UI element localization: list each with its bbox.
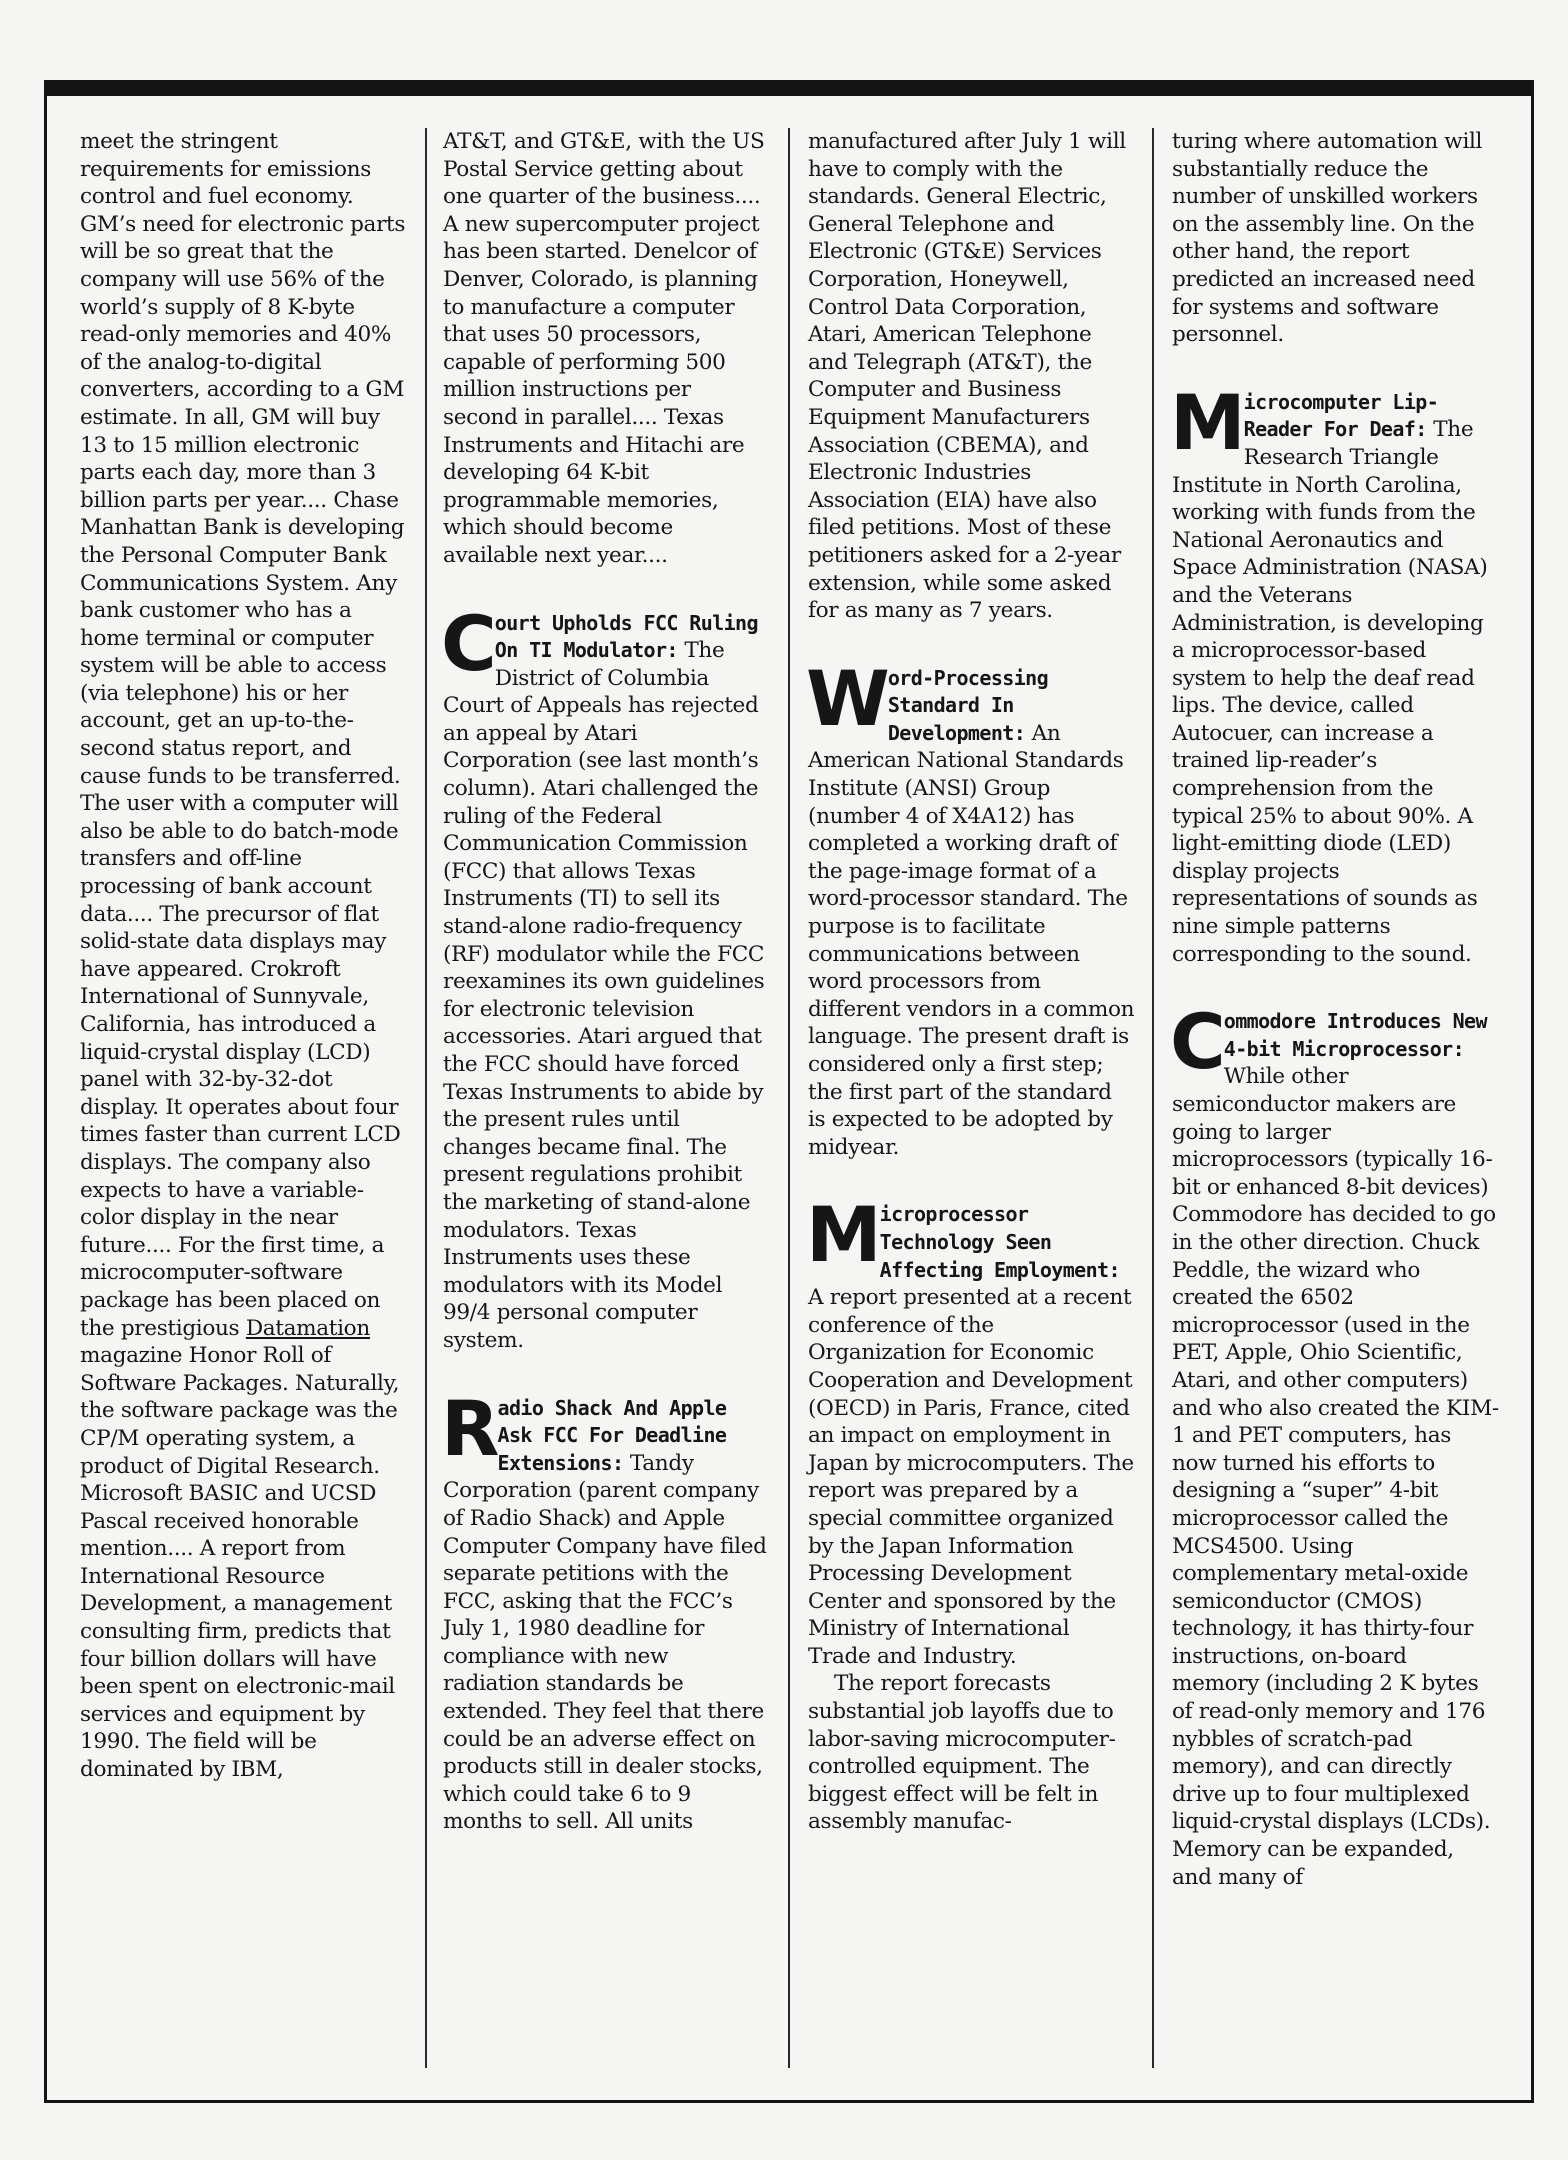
column-2-intro [443, 128, 770, 570]
column-4-intro [1172, 128, 1499, 349]
headline-word-processing: ord-Processing Standard In Development: [887, 665, 1049, 745]
datamation-title: Datamation [245, 1315, 370, 1341]
page-frame [44, 80, 1534, 2103]
column-divider [1152, 128, 1154, 2068]
drop-cap: C [1170, 997, 1223, 1087]
article-body: The Research Triangle Institute in North Carolina, working with funds from the National Aeronautics and Space Administration (NASA) and the Veterans Administration, is developing a microprocessor-based system to help the deaf read lips. The device, called Autocuer, can increase a trained lip-reader’s comprehension from the typical 25% to about 90%. A light-emitting diode (LED) display projects representations of sounds as nine simple patterns corresponding to the sound. [1172, 417, 1488, 967]
headline-radio-shack: adio Shack And Apple Ask FCC For Deadline Extensions: [497, 1395, 727, 1475]
article-radio-shack [441, 1383, 770, 1837]
column-4 [1172, 128, 1499, 1891]
headline-court-upholds: ourt Upholds FCC Ruling On TI Modulator: [494, 610, 758, 663]
drop-cap: R [441, 1383, 497, 1473]
article-commodore [1170, 997, 1499, 1891]
column-1 [80, 128, 407, 1784]
drop-cap: M [806, 1190, 879, 1280]
column-1-text [80, 128, 407, 1784]
column-3 [808, 128, 1135, 1836]
article-word-processing [806, 653, 1135, 1162]
headline-commodore: ommodore Introduces New 4-bit Microprocessor: [1223, 1009, 1487, 1061]
article-body-paragraph-2: The report forecasts substantial job layoffs due to labor-saving microcomputer-controlled equipment. The biggest effect will be felt in assembly manufac- [808, 1671, 1116, 1835]
drop-cap: M [1170, 377, 1243, 467]
article-body: A report presented at a recent conference of the Organization for Economic Cooperation and Development (OECD) in Paris, France, cited an impact on employment in Japan by microcomputers. The report was prepared by a special committee organized by the Japan Information Processing Development Center and sponsored by the Ministry of International Trade and Industry. [808, 1285, 1134, 1669]
article-lip-reader [1170, 377, 1499, 968]
article-court-upholds [441, 598, 770, 1355]
top-rule-bar [47, 80, 1531, 96]
column-divider [788, 128, 790, 2068]
column-3-intro-text: manufactured after July 1 will have to comply with the standards. General Electric, General Telephone and Electronic (GT&E) Services Corporation, Honeywell, Control Data Corporation, Atari, American Telephone and Telegraph (AT&T), the Computer and Business Equipment Manufacturers Association (CBEMA), and Electronic Industries Association (EIA) have also filed petitions. Most of these petitioners asked for a 2-year extension, while some asked for as many as 7 years. [808, 129, 1126, 624]
column-2-intro-text: AT&T, and GT&E, with the US Postal Service getting about one quarter of the business.... A new supercomputer project has been started. Denelcor of Denver, Colorado, is planning to manufacture a computer that uses 50 processors, capable of performing 500 million instructions per second in parallel.... Texas Instruments and Hitachi are developing 64 K-bit programmable memories, which should become available next year.... [443, 129, 765, 568]
headline-lip-reader: icrocomputer Lip-Reader For Deaf: [1243, 389, 1439, 442]
column-1-text-part1: meet the stringent requirements for emissions control and fuel economy. GM’s need for electronic parts will be so great that the company will use 56% of the world’s supply of 8 K-byte read-only memories and 40% of the analog-to-digital converters, according to a GM estimate. In all, GM will buy 13 to 15 million electronic parts each day, more than 3 billion parts per year.... Chase Manhattan Bank is developing the Personal Computer Bank Communications System. Any bank customer who has a home terminal or computer system will be able to access (via telephone) his or her account, get an up-to-the-second status report, and cause funds to be transferred. The user with a computer will also be able to do batch-mode transfers and off-line processing of bank account data.... The precursor of flat solid-state data displays may have appeared. Crokroft International of Sunnyvale, California, has introduced a liquid-crystal display (LCD) panel with 32-by-32-dot display. It operates about four times faster than current LCD displays. The company also expects to have a variable-color display in the near future.... For the first time, a microcomputer-software package has been placed on the prestigious [80, 129, 406, 1341]
column-3-intro [808, 128, 1135, 625]
column-divider [425, 128, 427, 2068]
column-4-intro-text: turing where automation will substantially reduce the number of unskilled workers on the assembly line. On the other hand, the report predicted an increased need for systems and software personnel. [1172, 129, 1483, 348]
drop-cap: C [441, 598, 494, 688]
article-body: The District of Columbia Court of Appeals has rejected an appeal by Atari Corporation (see last month’s column). Atari challenged the ruling of the Federal Communication Commission (FCC) that allows Texas Instruments (TI) to sell its stand-alone radio-frequency (RF) modulator while the FCC reexamines its own guidelines for electronic television accessories. Atari argued that the FCC should have forced Texas Instruments to abide by the present rules until changes became final. The present regulations prohibit the marketing of stand-alone modulators. Texas Instruments uses these modulators with its Model 99/4 personal computer system. [443, 638, 765, 1353]
article-microprocessor-employment [806, 1190, 1135, 1836]
column-2 [443, 128, 770, 1836]
drop-cap: W [806, 653, 887, 743]
article-body: While other semiconductor makers are going to larger microprocessors (typically 16-bit or enhanced 8-bit devices) Commodore has decided to go in the other direction. Chuck Peddle, the wizard who created the 6502 microprocessor (used in the PET, Apple, Ohio Scientific, Atari, and other computers) and who also created the KIM-1 and PET computers, has now turned his efforts to designing a “super” 4-bit microprocessor called the MCS4500. Using complementary metal-oxide semiconductor (CMOS) technology, it has thirty-four instructions, on-board memory (including 2 K bytes of read-only memory and 176 nybbles of scratch-pad memory), and can directly drive up to four multiplexed liquid-crystal displays (LCDs). Memory can be expanded, and many of [1172, 1064, 1499, 1890]
article-body: Tandy Corporation (parent company of Radio Shack) and Apple Computer Company have filed separate petitions with the FCC, asking that the FCC’s July 1, 1980 deadline for compliance with new radiation standards be extended. They feel that there could be an adverse effect on products still in dealer stocks, which could take 6 to 9 months to sell. All units [443, 1450, 767, 1835]
article-body: An American National Standards Institute (ANSI) Group (number 4 of X4A12) has completed a working draft of the page-image format of a word-processor standard. The purpose is to facilitate communications between word processors from different vendors in a common language. The present draft is considered only a first step; the first part of the standard is expected to be adopted by midyear. [808, 720, 1135, 1160]
column-1-text-part2: magazine Honor Roll of Software Packages. Naturally, the software package was the CP/M operating system, a product of Digital Research. Microsoft BASIC and UCSD Pascal received honorable mention.... A report from International Resource Development, a management consulting firm, predicts that four billion dollars will have been spent on electronic-mail services and equipment by 1990. The field will be dominated by IBM, [80, 1343, 400, 1783]
headline-microprocessor-employment: icroprocessor Technology Seen Affecting Employment: [879, 1202, 1120, 1282]
